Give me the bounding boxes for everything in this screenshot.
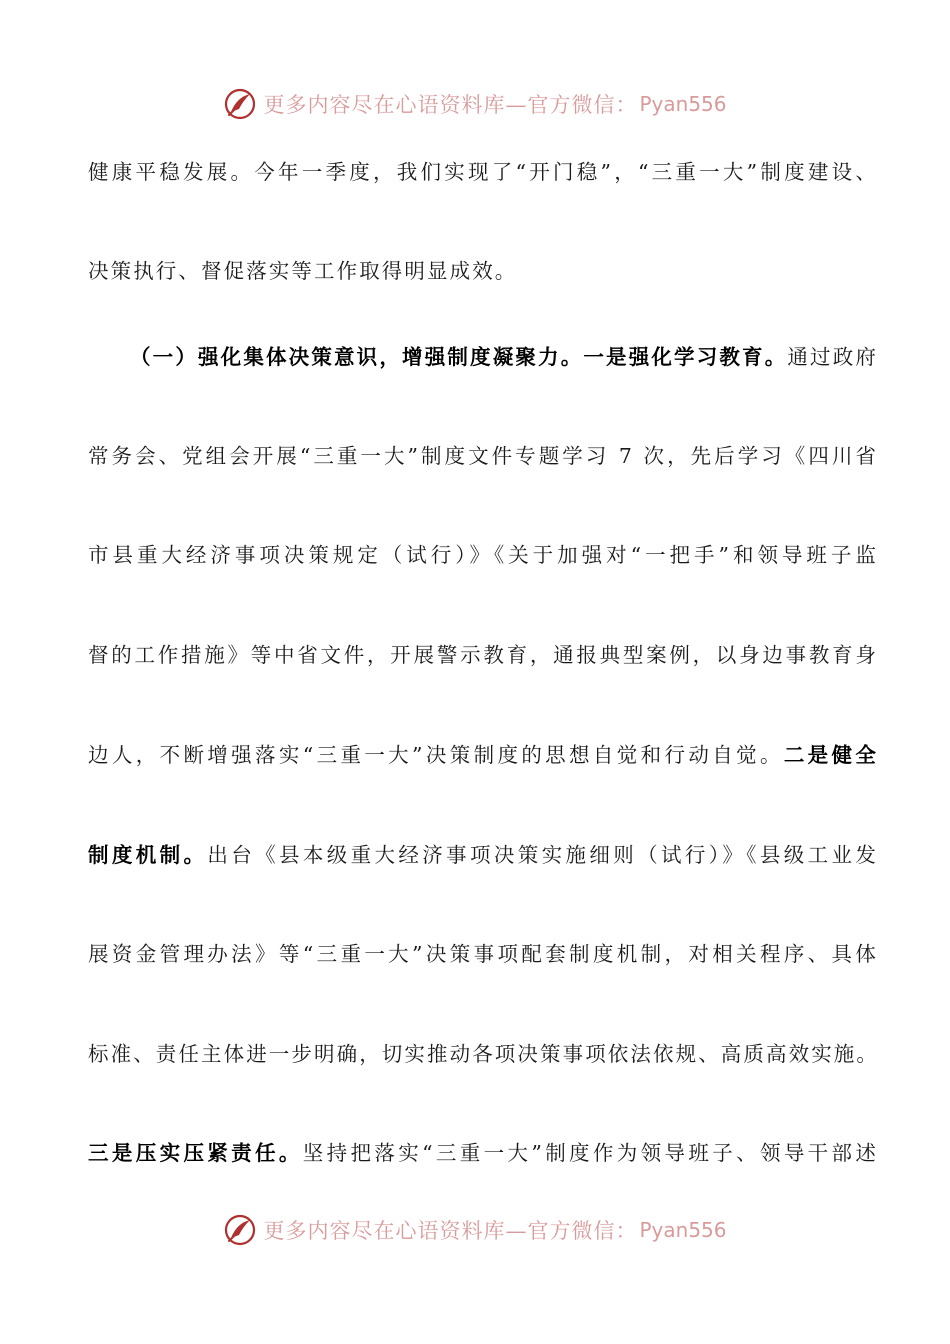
pen-logo-icon bbox=[223, 1213, 257, 1247]
subheading: 三是压实压紧责任。 bbox=[88, 1141, 303, 1165]
body-line-2 bbox=[88, 256, 878, 286]
text-run: 出台《县本级重大经济事项决策实施细则（试行）》《县级工业发 bbox=[207, 843, 879, 867]
text-run: 市县重大经济事项决策规定（试行）》《关于加强对“一把手”和领导班子监 bbox=[88, 543, 878, 567]
section-heading: （一）强化集体决策意识，增强制度凝聚力。一是强化学习教育。 bbox=[130, 345, 788, 369]
text-run: 边人，不断增强落实“三重一大”决策制度的思想自觉和行动自觉。 bbox=[88, 743, 784, 767]
footer-watermark-banner bbox=[0, 1208, 950, 1252]
text-run: 健康平稳发展。今年一季度，我们实现了“开门稳”，“三重一大”制度建设、 bbox=[88, 160, 878, 184]
body-line-10 bbox=[88, 1039, 878, 1069]
footer-banner-text: 更多内容尽在心语资料库—官方微信： bbox=[263, 1219, 638, 1243]
text-run: 展资金管理办法》等“三重一大”决策事项配套制度机制，对相关程序、具体 bbox=[88, 942, 878, 966]
text-run: 通过政府 bbox=[787, 345, 878, 369]
body-line-8 bbox=[88, 840, 878, 870]
body-line-3 bbox=[130, 342, 878, 372]
header-watermark-banner bbox=[0, 82, 950, 126]
subheading: 制度机制。 bbox=[88, 843, 208, 867]
text-run: 常务会、党组会开展“三重一大”制度文件专题学习 7 次，先后学习《四川省 bbox=[88, 444, 878, 468]
text-run: 督的工作措施》等中省文件，开展警示教育，通报典型案例，以身边事教育身 bbox=[88, 643, 878, 667]
body-line-11 bbox=[88, 1138, 878, 1168]
header-banner-text: 更多内容尽在心语资料库—官方微信： bbox=[263, 93, 638, 117]
body-line-9 bbox=[88, 939, 878, 969]
subheading: 二是健全 bbox=[783, 743, 878, 767]
body-line-1 bbox=[88, 157, 878, 187]
body-line-7 bbox=[88, 740, 878, 770]
text-run: 标准、责任主体进一步明确，切实推动各项决策事项依法依规、高质高效实施。 bbox=[88, 1042, 879, 1066]
body-line-6 bbox=[88, 640, 878, 670]
text-run: 决策执行、督促落实等工作取得明显成效。 bbox=[88, 259, 518, 283]
body-line-4 bbox=[88, 441, 878, 471]
text-run: 坚持把落实“三重一大”制度作为领导班子、领导干部述 bbox=[302, 1141, 878, 1165]
pen-logo-icon bbox=[223, 87, 257, 121]
footer-banner-wechat: Pyan556 bbox=[639, 1218, 727, 1242]
header-banner-wechat: Pyan556 bbox=[639, 92, 727, 116]
body-line-5 bbox=[88, 540, 878, 570]
